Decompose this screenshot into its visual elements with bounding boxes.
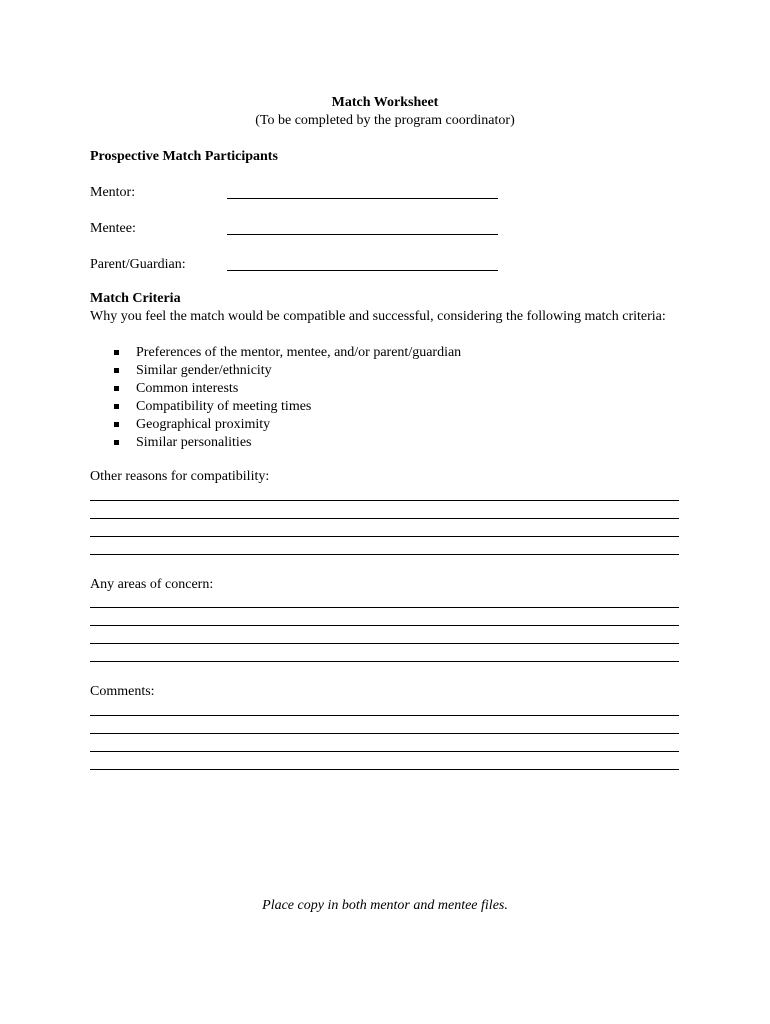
parent-guardian-field — [90, 256, 510, 276]
criteria-item-text: Common interests — [136, 381, 239, 396]
other-reasons-line — [90, 536, 679, 537]
other-reasons-line — [90, 500, 679, 501]
list-item — [112, 434, 461, 452]
criteria-heading: Match Criteria — [90, 291, 181, 306]
criteria-list — [112, 344, 461, 452]
bullet-icon — [114, 350, 119, 355]
concerns-label: Any areas of concern: — [90, 577, 214, 592]
criteria-item-text: Similar personalities — [136, 435, 252, 450]
comments-line — [90, 769, 679, 770]
mentor-field — [90, 184, 510, 204]
participants-heading: Prospective Match Participants — [90, 149, 278, 164]
bullet-icon — [114, 440, 119, 445]
criteria-item-text: Preferences of the mentor, mentee, and/or parent/guardian — [136, 345, 462, 360]
comments-line — [90, 751, 679, 752]
concerns-line — [90, 643, 679, 644]
list-item — [112, 380, 461, 398]
concerns-line — [90, 625, 679, 626]
parent-guardian-blank-line — [227, 270, 498, 271]
mentee-blank-line — [227, 234, 498, 235]
list-item — [112, 416, 461, 434]
mentor-blank-line — [227, 198, 498, 199]
mentor-label: Mentor: — [90, 185, 136, 200]
criteria-item-text: Compatibility of meeting times — [136, 399, 312, 414]
document-subtitle: (To be completed by the program coordinator) — [255, 113, 515, 128]
document-title: Match Worksheet — [331, 95, 439, 110]
criteria-item-text: Similar gender/ethnicity — [136, 363, 272, 378]
bullet-icon — [114, 386, 119, 391]
comments-line — [90, 715, 679, 716]
mentee-field — [90, 220, 510, 240]
list-item — [112, 344, 461, 362]
mentee-label: Mentee: — [90, 221, 136, 236]
list-item — [112, 362, 461, 380]
other-reasons-line — [90, 554, 679, 555]
parent-guardian-label: Parent/Guardian: — [90, 257, 186, 272]
bullet-icon — [114, 368, 119, 373]
list-item — [112, 398, 461, 416]
criteria-intro: Why you feel the match would be compatible and successful, considering the following match criteria: — [90, 309, 666, 324]
bullet-icon — [114, 422, 119, 427]
comments-label: Comments: — [90, 684, 155, 699]
criteria-item-text: Geographical proximity — [136, 417, 271, 432]
other-reasons-line — [90, 518, 679, 519]
footer-note: Place copy in both mentor and mentee files. — [262, 898, 508, 913]
comments-line — [90, 733, 679, 734]
concerns-line — [90, 661, 679, 662]
concerns-line — [90, 607, 679, 608]
other-reasons-label: Other reasons for compatibility: — [90, 469, 270, 484]
bullet-icon — [114, 404, 119, 409]
